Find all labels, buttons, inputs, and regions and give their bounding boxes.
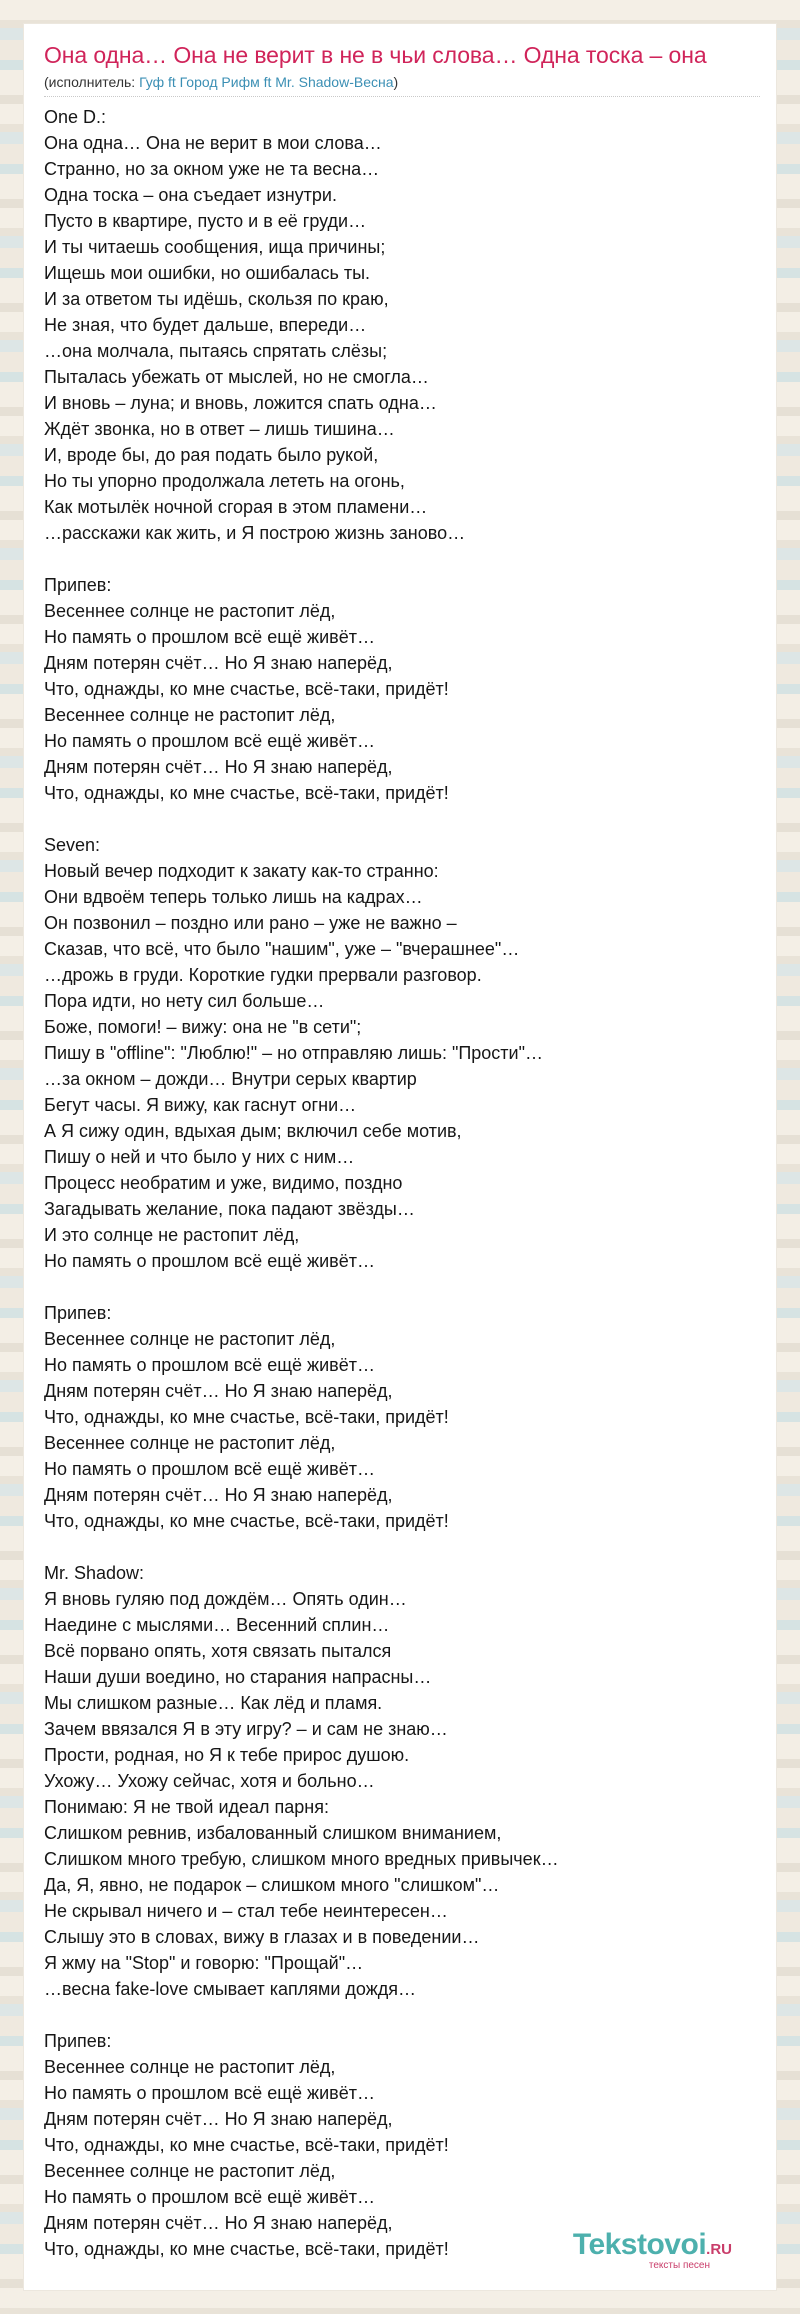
lyric-line: Дням потерян счёт… Но Я знаю наперёд, bbox=[44, 653, 393, 673]
lyric-line: One D.: bbox=[44, 107, 107, 127]
lyric-line: Весеннее солнце не растопит лёд, bbox=[44, 705, 336, 725]
lyric-line: Пора идти, но нету сил больше… bbox=[44, 991, 325, 1011]
lyric-line: Процесс необратим и уже, видимо, поздно bbox=[44, 1173, 403, 1193]
lyric-line: Что, однажды, ко мне счастье, всё-таки, придёт! bbox=[44, 2135, 449, 2155]
lyric-line: Одна тоска – она съедает изнутри. bbox=[44, 185, 337, 205]
lyric-line: Мы слишком разные… Как лёд и пламя. bbox=[44, 1693, 383, 1713]
lyric-line: Наедине с мыслями… Весенний сплин… bbox=[44, 1615, 390, 1635]
lyric-line: Что, однажды, ко мне счастье, всё-таки, придёт! bbox=[44, 783, 449, 803]
lyric-line: Понимаю: Я не твой идеал парня: bbox=[44, 1797, 329, 1817]
lyric-line: Весеннее солнце не растопит лёд, bbox=[44, 601, 336, 621]
lyric-line: Не зная, что будет дальше, впереди… bbox=[44, 315, 367, 335]
lyric-line: Бегут часы. Я вижу, как гаснут огни… bbox=[44, 1095, 357, 1115]
lyric-line: Припев: bbox=[44, 1303, 112, 1323]
performer-prefix: (исполнитель: bbox=[44, 74, 140, 90]
lyric-line: Да, Я, явно, не подарок – слишком много "слишком"… bbox=[44, 1875, 500, 1895]
lyric-line: И это солнце не растопит лёд, bbox=[44, 1225, 300, 1245]
performer-suffix: ) bbox=[393, 74, 399, 90]
lyric-line: Сказав, что всё, что было "нашим", уже – "вчерашнее"… bbox=[44, 939, 520, 959]
lyric-line: Дням потерян счёт… Но Я знаю наперёд, bbox=[44, 1485, 393, 1505]
lyrics-text bbox=[44, 104, 764, 2262]
lyric-line: Но память о прошлом всё ещё живёт… bbox=[44, 731, 375, 751]
lyric-line: Что, однажды, ко мне счастье, всё-таки, придёт! bbox=[44, 1511, 449, 1531]
lyric-line: Загадывать желание, пока падают звёзды… bbox=[44, 1199, 415, 1219]
lyric-line: …дрожь в груди. Короткие гудки прервали разговор. bbox=[44, 965, 482, 985]
lyric-line: Весеннее солнце не растопит лёд, bbox=[44, 1433, 336, 1453]
artist-link[interactable]: Гуф ft Город Рифм ft Mr. Shadow-Весна bbox=[139, 74, 394, 90]
lyric-line: Но память о прошлом всё ещё живёт… bbox=[44, 627, 375, 647]
lyric-line: …за окном – дожди… Внутри серых квартир bbox=[44, 1069, 417, 1089]
lyric-line: Весеннее солнце не растопит лёд, bbox=[44, 2057, 336, 2077]
lyric-line: Зачем ввязался Я в эту игру? – и сам не знаю… bbox=[44, 1719, 448, 1739]
lyric-line: Странно, но за окном уже не та весна… bbox=[44, 159, 380, 179]
lyric-line: Они вдвоём теперь только лишь на кадрах… bbox=[44, 887, 423, 907]
lyric-line: Боже, помоги! – вижу: она не "в сети"; bbox=[44, 1017, 362, 1037]
lyric-line: И за ответом ты идёшь, скользя по краю, bbox=[44, 289, 389, 309]
lyric-line: Она одна… Она не верит в мои слова… bbox=[44, 133, 382, 153]
lyric-line: Что, однажды, ко мне счастье, всё-таки, придёт! bbox=[44, 1407, 449, 1427]
lyric-line: Но ты упорно продолжала лететь на огонь, bbox=[44, 471, 405, 491]
lyrics-card bbox=[23, 23, 777, 2291]
lyric-line: Дням потерян счёт… Но Я знаю наперёд, bbox=[44, 2109, 393, 2129]
lyric-line: Что, однажды, ко мне счастье, всё-таки, придёт! bbox=[44, 2239, 449, 2259]
lyric-line: Весеннее солнце не растопит лёд, bbox=[44, 2161, 336, 2181]
lyric-line: Mr. Shadow: bbox=[44, 1563, 145, 1583]
lyric-line: Но память о прошлом всё ещё живёт… bbox=[44, 1251, 375, 1271]
song-header bbox=[44, 40, 764, 92]
lyric-line: Наши души воедино, но старания напрасны… bbox=[44, 1667, 432, 1687]
header-divider bbox=[44, 96, 760, 97]
lyric-line: Как мотылёк ночной сгорая в этом пламени… bbox=[44, 497, 428, 517]
lyric-line: Слишком ревнив, избалованный слишком вниманием, bbox=[44, 1823, 502, 1843]
lyric-line: Я вновь гуляю под дождём… Опять один… bbox=[44, 1589, 407, 1609]
lyric-line: И ты читаешь сообщения, ища причины; bbox=[44, 237, 386, 257]
lyric-line: …она молчала, пытаясь спрятать слёзы; bbox=[44, 341, 388, 361]
performer-line bbox=[44, 72, 764, 92]
lyric-line: Но память о прошлом всё ещё живёт… bbox=[44, 2083, 375, 2103]
lyric-line: Ухожу… Ухожу сейчас, хотя и больно… bbox=[44, 1771, 375, 1791]
lyric-line: Припев: bbox=[44, 2031, 112, 2051]
lyric-line: Весеннее солнце не растопит лёд, bbox=[44, 1329, 336, 1349]
lyric-line: Что, однажды, ко мне счастье, всё-таки, придёт! bbox=[44, 679, 449, 699]
song-title: Она одна… Она не верит в не в чьи слова… Одна тоска – она bbox=[44, 42, 707, 68]
lyric-line: Но память о прошлом всё ещё живёт… bbox=[44, 1459, 375, 1479]
lyric-line: Ждёт звонка, но в ответ – лишь тишина… bbox=[44, 419, 395, 439]
lyric-line: Seven: bbox=[44, 835, 101, 855]
lyric-line: Не скрывал ничего и – стал тебе неинтересен… bbox=[44, 1901, 448, 1921]
lyric-line: Всё порвано опять, хотя связать пытался bbox=[44, 1641, 392, 1661]
lyric-line: Дням потерян счёт… Но Я знаю наперёд, bbox=[44, 1381, 393, 1401]
lyric-line: Но память о прошлом всё ещё живёт… bbox=[44, 2187, 375, 2207]
lyric-line: …расскажи как жить, и Я построю жизнь заново… bbox=[44, 523, 466, 543]
lyric-line: Я жму на "Stop" и говорю: "Прощай"… bbox=[44, 1953, 364, 1973]
lyric-line: А Я сижу один, вдыхая дым; включил себе мотив, bbox=[44, 1121, 462, 1141]
lyric-line: …весна fake-love смывает каплями дождя… bbox=[44, 1979, 417, 1999]
lyric-line: Пишу о ней и что было у них с ним… bbox=[44, 1147, 355, 1167]
logo-tagline: тексты песен bbox=[648, 2260, 710, 2271]
site-logo[interactable] bbox=[573, 2230, 732, 2272]
lyric-line: Пусто в квартире, пусто и в её груди… bbox=[44, 211, 367, 231]
lyric-line: Но память о прошлом всё ещё живёт… bbox=[44, 1355, 375, 1375]
lyric-line: Он позвонил – поздно или рано – уже не важно – bbox=[44, 913, 457, 933]
lyric-line: Припев: bbox=[44, 575, 112, 595]
lyric-line: Слышу это в словах, вижу в глазах и в поведении… bbox=[44, 1927, 480, 1947]
lyric-line: Пыталась убежать от мыслей, но не смогла… bbox=[44, 367, 429, 387]
lyric-line: И, вроде бы, до рая подать было рукой, bbox=[44, 445, 379, 465]
logo-wordmark: Tekstovoi bbox=[572, 2228, 707, 2261]
lyric-line: Слишком много требую, слишком много вредных привычек… bbox=[44, 1849, 559, 1869]
lyric-line: Дням потерян счёт… Но Я знаю наперёд, bbox=[44, 2213, 393, 2233]
lyric-line: Прости, родная, но Я к тебе прирос душою. bbox=[44, 1745, 410, 1765]
lyric-line: И вновь – луна; и вновь, ложится спать одна… bbox=[44, 393, 437, 413]
lyric-line: Дням потерян счёт… Но Я знаю наперёд, bbox=[44, 757, 393, 777]
lyric-line: Новый вечер подходит к закату как-то странно: bbox=[44, 861, 439, 881]
lyric-line: Пишу в "offline": "Люблю!" – но отправляю лишь: "Прости"… bbox=[44, 1043, 543, 1063]
lyric-line: Ищешь мои ошибки, но ошибалась ты. bbox=[44, 263, 371, 283]
logo-domain: .RU bbox=[706, 2241, 732, 2258]
